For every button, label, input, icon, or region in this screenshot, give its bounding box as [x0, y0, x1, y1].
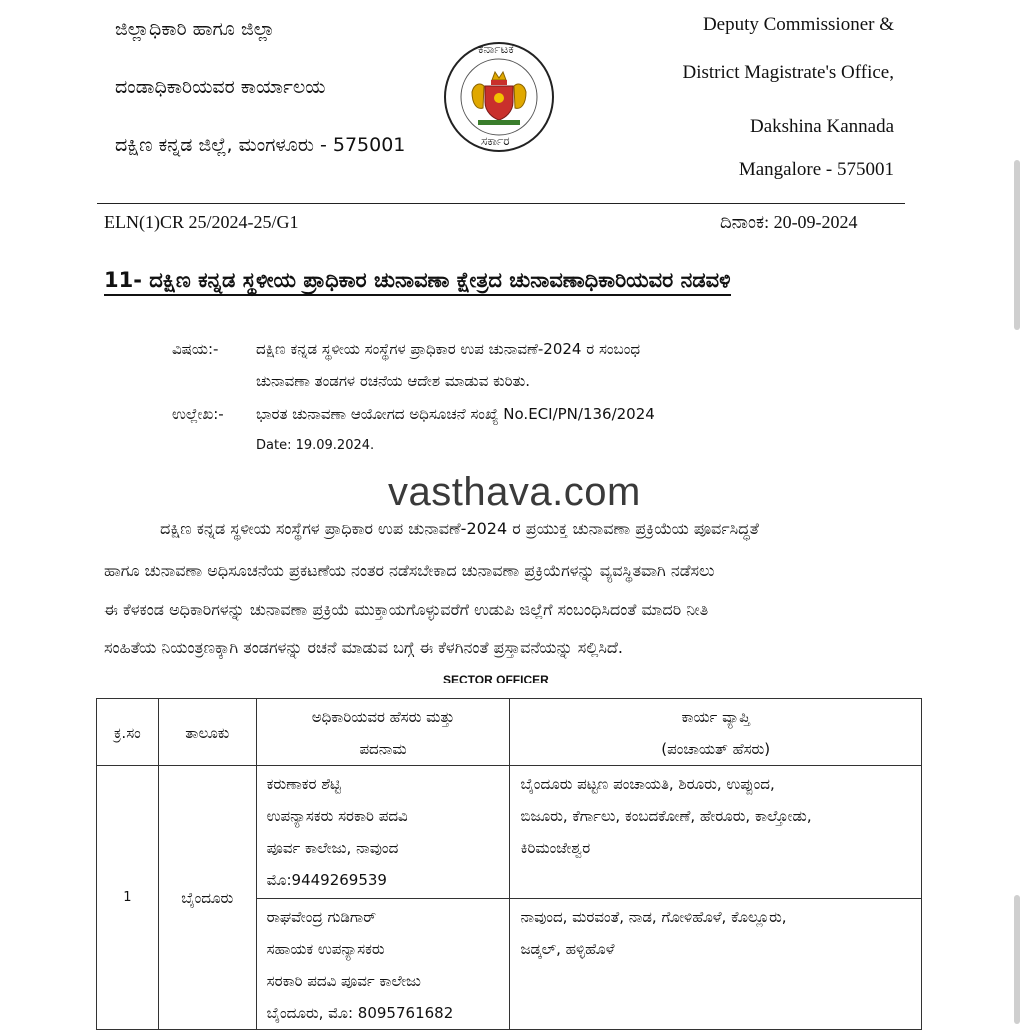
header-divider — [97, 203, 905, 204]
body-line-3: ಈ ಕೆಳಕಂಡ ಅಧಿಕಾರಿಗಳನ್ನು ಚುನಾವಣಾ ಪ್ರಕ್ರಿಯೆ ಮುಕ್ತಾಯಗೊಳ್ಳುವರೆಗೆ ಉಡುಪಿ ಜಿಲ್ಲೆಗೆ ಸಂಬಂಧಿಸಿದಂತೆ ಮಾದರಿ ನೀತಿ — [104, 600, 709, 619]
sector-officer-table — [96, 698, 922, 1030]
subject-line1: ದಕ್ಷಿಣ ಕನ್ನಡ ಸ್ಥಳೀಯ ಸಂಸ್ಥೆಗಳ ಪ್ರಾಧಿಕಾರ ಉಪ ಚುನಾವಣೆ-2024 ರ ಸಂಬಂಧ — [256, 340, 641, 358]
emblem-top-text: ಕರ್ನಾಟಕ — [478, 42, 514, 56]
scope-cell-2 — [510, 899, 922, 1030]
officer2-designation: ಸಹಾಯಕ ಉಪನ್ಯಾಸಕರು — [266, 940, 385, 958]
header-scope-line1: ಕಾರ್ಯ ವ್ಯಾಪ್ತಿ — [681, 708, 750, 726]
office-address-kn: ದಕ್ಷಿಣ ಕನ್ನಡ ಜಿಲ್ಲೆ, ಮಂಗಳೂರು - 575001 — [115, 134, 406, 156]
reference-line1: ಭಾರತ ಚುನಾವಣಾ ಆಯೋಗದ ಅಧಿಸೂಚನೆ ಸಂಖ್ಯೆ No.ECI/PN/136/2024 — [256, 405, 655, 423]
order-date: ದಿನಾಂಕ: 20-09-2024 — [720, 212, 858, 232]
watermark-text: vasthava.com — [388, 470, 641, 514]
officer1-college: ಪೂರ್ವ ಕಾಲೇಜು, ನಾವುಂದ — [266, 839, 399, 857]
row-sl: 1 — [97, 766, 159, 1030]
header-scope — [510, 699, 922, 766]
reference-date: Date: 19.09.2024. — [256, 438, 375, 453]
table-header-row — [97, 699, 922, 766]
scrollbar-thumb-lower[interactable] — [1014, 895, 1020, 1024]
office-name-en-line2: District Magistrate's Office, — [682, 62, 894, 83]
body-line-1: ದಕ್ಷಿಣ ಕನ್ನಡ ಸ್ಥಳೀಯ ಸಂಸ್ಥೆಗಳ ಪ್ರಾಧಿಕಾರ ಉಪ ಚುನಾವಣೆ-2024 ರ ಪ್ರಯುಕ್ತ ಚುನಾವಣಾ ಪ್ರಕ್ರಿಯೆಯ ಪೂರ್ವಸಿದ್ಧತೆ — [160, 519, 759, 538]
row-taluk: ಬೈಂದೂರು — [158, 766, 256, 1030]
emblem-bottom-text: ಸರ್ಕಾರ — [481, 134, 510, 148]
office-district-en: Dakshina Kannada — [749, 116, 894, 137]
subject-label: ವಿಷಯ:- — [172, 340, 219, 358]
reference-label: ಉಲ್ಲೇಖ:- — [172, 405, 224, 423]
header-sl: ಕ್ರ.ಸಂ — [97, 699, 159, 766]
scope1-line3: ಕಿರಿಮಂಜೇಶ್ವರ — [520, 839, 591, 857]
officer2-college: ಸರಕಾರಿ ಪದವಿ ಪೂರ್ವ ಕಾಲೇಜು — [266, 972, 421, 990]
scope2-line1: ನಾವುಂದ, ಮರವಂತೆ, ನಾಡ, ಗೋಳಿಹೊಳೆ, ಕೊಲ್ಲೂರು, — [520, 908, 787, 926]
scope-cell-1 — [510, 766, 922, 899]
officer2-name: ರಾಘವೇಂದ್ರ ಗುಡಿಗಾರ್ — [266, 908, 377, 926]
scope2-line2: ಜಡ್ಕಲ್, ಹಳ್ಳಿಹೊಳೆ — [520, 940, 615, 958]
table-caption: SECTOR OFFICER — [443, 673, 549, 683]
table-row — [97, 766, 922, 899]
scope1-line1: ಬೈಂದೂರು ಪಟ್ಟಣ ಪಂಚಾಯತಿ, ಶಿರೂರು, ಉಪ್ಪುಂದ, — [520, 775, 775, 793]
scope1-line2: ಬಿಜೂರು, ಕೆರ್ಗಾಲು, ಕಂಬದಕೋಣೆ, ಹೇರೂರು, ಕಾಲ್ತೋಡು, — [520, 807, 812, 825]
header-scope-line2: (ಪಂಚಾಯತ್ ಹೆಸರು) — [661, 740, 771, 758]
officer1-name: ಕರುಣಾಕರ ಶೆಟ್ಟಿ — [266, 775, 341, 793]
header-taluk: ತಾಲೂಕು — [158, 699, 256, 766]
karnataka-emblem-seal — [442, 40, 556, 154]
reference-number: ELN(1)CR 25/2024-25/G1 — [104, 212, 299, 232]
officer-cell-2 — [256, 899, 510, 1030]
office-name-kn-line1: ಜಿಲ್ಲಾಧಿಕಾರಿ ಹಾಗೂ ಜಿಲ್ಲಾ — [115, 18, 276, 40]
document-title: 11- ದಕ್ಷಿಣ ಕನ್ನಡ ಸ್ಥಳೀಯ ಪ್ರಾಧಿಕಾರ ಚುನಾವಣಾ ಕ್ಷೇತ್ರದ ಚುನಾವಣಾಧಿಕಾರಿಯವರ ನಡವಳಿ — [104, 268, 731, 296]
office-city-en: Mangalore - 575001 — [738, 159, 894, 180]
header-officer-line2: ಪದನಾಮ — [359, 740, 407, 758]
header-officer — [256, 699, 510, 766]
officer1-mobile: ಮೊ:9449269539 — [266, 871, 387, 889]
body-line-2: ಹಾಗೂ ಚುನಾವಣಾ ಅಧಿಸೂಚನೆಯ ಪ್ರಕಟಣೆಯ ನಂತರ ನಡೆಸಬೇಕಾದ ಚುನಾವಣಾ ಪ್ರಕ್ರಿಯೆಗಳನ್ನು ವ್ಯವಸ್ಥಿತವಾಗಿ ನಡೆಸಲು — [104, 561, 715, 580]
officer-cell-1 — [256, 766, 510, 899]
officer1-designation: ಉಪನ್ಯಾಸಕರು ಸರಕಾರಿ ಪದವಿ — [266, 807, 408, 825]
subject-line2: ಚುನಾವಣಾ ತಂಡಗಳ ರಚನೆಯ ಆದೇಶ ಮಾಡುವ ಕುರಿತು. — [256, 372, 531, 390]
header-officer-line1: ಅಧಿಕಾರಿಯವರ ಹೆಸರು ಮತ್ತು — [311, 708, 455, 726]
scrollbar-thumb-upper[interactable] — [1014, 160, 1020, 330]
office-name-kn-line2: ದಂಡಾಧಿಕಾರಿಯವರ ಕಾರ್ಯಾಲಯ — [115, 76, 326, 98]
body-line-4: ಸಂಹಿತೆಯ ನಿಯಂತ್ರಣಕ್ಕಾಗಿ ತಂಡಗಳನ್ನು ರಚನೆ ಮಾಡುವ ಬಗ್ಗೆ ಈ ಕೆಳಗಿನಂತೆ ಪ್ರಸ್ತಾವನೆಯನ್ನು ಸಲ್ಲಿಸಿದೆ. — [104, 638, 623, 657]
office-name-en-line1: Deputy Commissioner & — [702, 14, 894, 35]
officer2-mobile: ಬೈಂದೂರು, ಮೊ: 8095761682 — [266, 1004, 454, 1022]
